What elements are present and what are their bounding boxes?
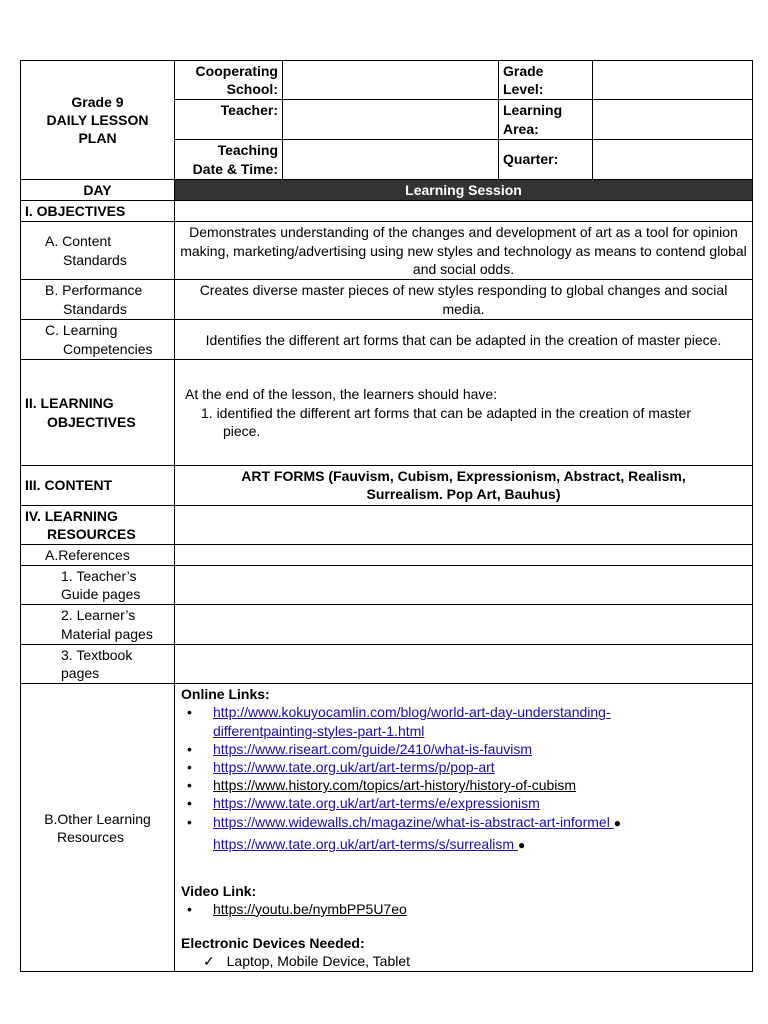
label-line: IV. LEARNING [25,507,118,524]
label-line: Resources [57,828,124,845]
lesson-plan-table [20,60,753,972]
teachers-guide-label [21,566,175,605]
objectives-intro: At the end of the lesson, the learners should have: [185,386,498,403]
grade-level-field[interactable] [593,61,753,100]
learning-session-header: Learning Session [175,179,753,200]
other-resources-content [175,684,753,972]
objective-item-cont: piece. [223,422,261,439]
spacer [181,854,748,882]
learners-material-label [21,605,175,644]
cooperating-school-field[interactable] [283,61,499,100]
label-line: Level: [503,81,544,98]
content-text [175,466,753,505]
label-line: Date & Time: [192,160,278,177]
grade-level-label [499,61,593,100]
teacher-label [175,100,283,140]
textbook-label [21,644,175,683]
checkmark-icon: ✓ [203,953,215,970]
plan-title-line: PLAN [78,129,117,146]
learning-resources-empty-cell [175,505,753,544]
textbook-field[interactable] [175,644,753,683]
link-tate-expressionism[interactable]: https://www.tate.org.uk/art/art-terms/e/expressionism [213,795,540,812]
label-line: OBJECTIVES [47,413,136,430]
content-line: Surrealism. Pop Art, Bauhus) [366,486,561,503]
link-youtube-video[interactable]: https://youtu.be/nymbPP5U7eo [213,900,407,917]
content-heading: III. CONTENT [21,466,175,505]
learning-competencies-label [21,320,175,360]
quarter-label [499,140,593,179]
label-line: Teacher: [220,102,278,119]
label-line: 2. Learner’s [61,607,136,624]
learning-competencies-text: Identifies the different art forms that can be adapted in the creation of master piece. [175,320,753,360]
other-resources-label [21,684,175,972]
content-standards-label [21,222,175,280]
bullet-icon: ● [517,838,526,853]
link-widewalls-abstract[interactable]: https://www.widewalls.ch/magazine/what-is-abstract-art-informel [213,813,614,830]
devices-line [181,952,748,970]
label-line: 3. Textbook [61,646,133,663]
label-line: Cooperating [195,63,278,79]
plan-title [21,61,175,180]
list-item [203,758,748,776]
teachers-guide-field[interactable] [175,566,753,605]
label-line: Learning [503,102,563,119]
learning-area-label [499,100,593,140]
objectives-heading: I. OBJECTIVES [21,200,175,221]
bullet-icon: ● [613,815,621,830]
label-line: B. Performance [45,282,143,299]
link-kokuyocamlin-cont[interactable]: differentpainting-styles-part-1.html [213,722,425,739]
devices-heading: Electronic Devices Needed: [181,935,365,952]
label-line: pages [61,665,100,681]
label-line: Area: [503,120,539,137]
label-line: Standards [63,300,127,317]
online-links-list [181,703,748,831]
label-line: Grade [503,63,544,79]
performance-standards-text: Creates diverse master pieces of new styles responding to global changes and social media. [175,280,753,320]
label-line: Competencies [63,340,153,357]
list-item [203,813,748,832]
link-tate-surrealism[interactable]: https://www.tate.org.uk/art/art-terms/s/surrealism [213,836,518,853]
label-line: Material pages [61,625,153,642]
quarter-field[interactable] [593,140,753,179]
label-line: Quarter: [503,151,559,168]
label-line: Standards [63,251,127,268]
list-item [203,900,748,918]
label-line: RESOURCES [47,525,136,542]
content-line: ART FORMS (Fauvism, Cubism, Expressionism, Abstract, Realism, [241,468,686,485]
label-line: B.Other Learning [44,810,151,827]
list-item [203,776,748,794]
label-line: Teaching [217,142,278,159]
objective-item: 1. identified the different art forms that can be adapted in the creation of master [201,404,692,421]
link-kokuyocamlin[interactable]: http://www.kokuyocamlin.com/blog/world-art-day-understanding- [213,704,611,721]
learners-material-field[interactable] [175,605,753,644]
learning-objectives-heading [21,360,175,466]
list-item [203,703,748,739]
label-line: II. LEARNING [25,395,114,412]
label-line: A. Content [45,233,112,250]
list-item [203,740,748,758]
references-label: A.References [21,544,175,565]
learning-objectives-text [175,360,753,466]
list-item [203,794,748,812]
spacer [181,918,748,934]
plan-title-line: Grade 9 [71,93,124,110]
surrealism-line [181,835,748,854]
video-link-heading: Video Link: [181,882,257,899]
content-standards-text: Demonstrates understanding of the changes and development of art as a tool for opinion making, marketing/advertising using new styles and technology as means to contend global and social odds. [175,222,753,280]
video-links-list [181,900,748,918]
link-history-cubism[interactable]: https://www.history.com/topics/art-history/history-of-cubism [213,777,577,794]
link-riseart-fauvism[interactable]: https://www.riseart.com/guide/2410/what-is-fauvism [213,740,533,757]
teacher-field[interactable] [283,100,499,140]
label-line: C. Learning [45,322,118,339]
references-empty-cell [175,544,753,565]
link-tate-pop-art[interactable]: https://www.tate.org.uk/art/art-terms/p/pop-art [213,758,495,775]
devices-text: Laptop, Mobile Device, Tablet [226,953,411,970]
teaching-date-label [175,140,283,179]
label-line: School: [226,81,278,98]
teaching-date-field[interactable] [283,140,499,179]
cooperating-school-label [175,61,283,100]
performance-standards-label [21,280,175,320]
learning-area-field[interactable] [593,100,753,140]
plan-title-line: DAILY LESSON [46,111,149,128]
label-line: 1. Teacher’s [61,568,137,585]
learning-resources-heading [21,505,175,544]
day-header: DAY [21,179,175,200]
online-links-heading: Online Links: [181,686,270,703]
objectives-empty-cell [175,200,753,221]
label-line: Guide pages [61,586,141,603]
